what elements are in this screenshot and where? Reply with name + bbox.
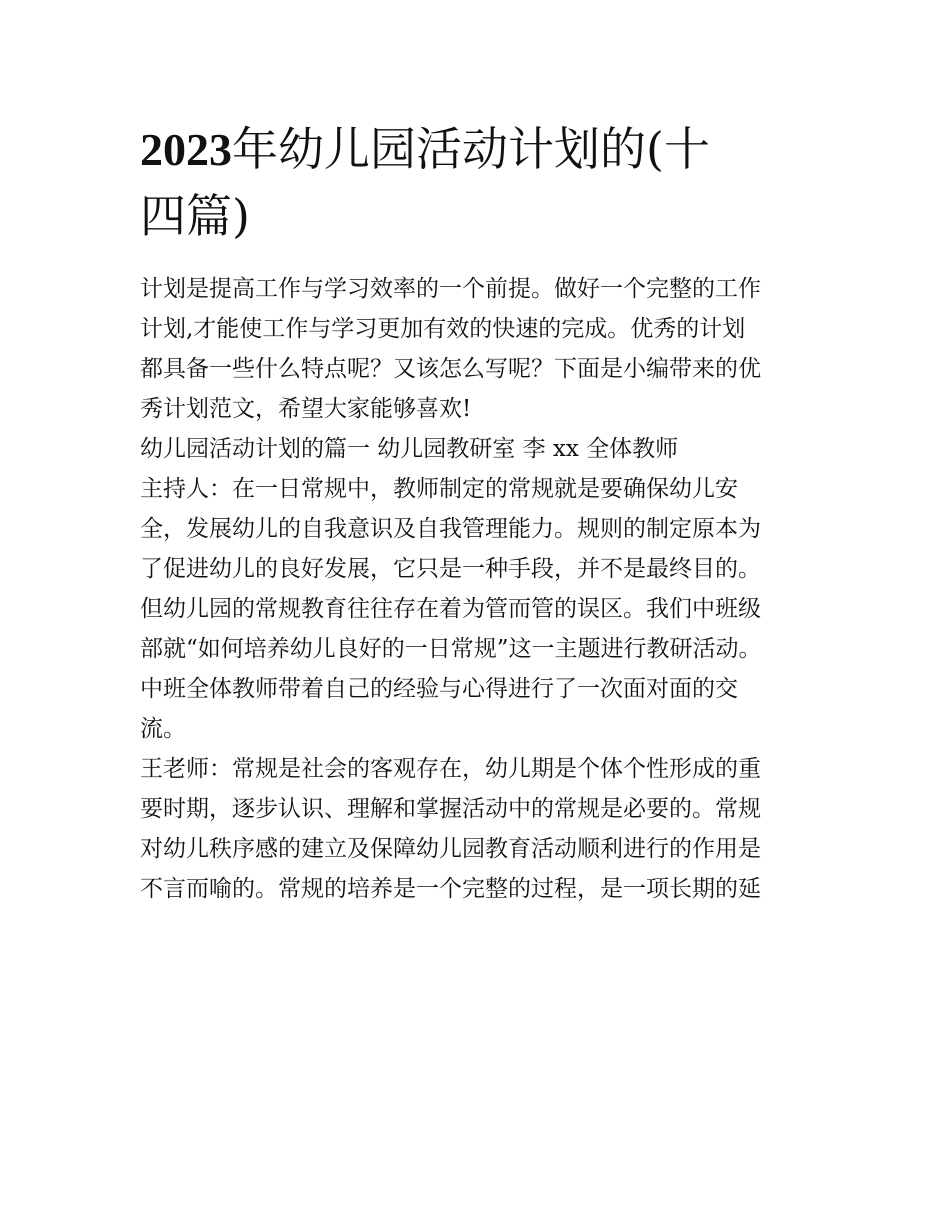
paragraph — [140, 749, 820, 909]
title-line-1 — [140, 116, 820, 183]
document-body — [140, 116, 820, 909]
text-line: 秀计划范文，希望大家能够喜欢! — [140, 396, 472, 422]
text-line: 都具备一些什么特点呢？又该怎么写呢？下面是小编带来的优 — [140, 356, 761, 382]
text-line: 全，发展幼儿的自我意识及自我管理能力。规则的制定原本为 — [140, 516, 761, 542]
paragraph-list — [140, 269, 820, 909]
title-text: 年幼儿园活动计划的(十 — [232, 122, 710, 176]
text-line: 部就“如何培养幼儿良好的一日常规”这一主题进行教研活动。 — [140, 636, 762, 662]
document-title — [140, 116, 820, 249]
text-line: 幼儿园活动计划的篇一 幼儿园教研室 李 xx 全体教师 — [140, 436, 679, 462]
paragraph — [140, 429, 820, 469]
title-year: 2023 — [140, 124, 232, 175]
text-line: 了促进幼儿的良好发展，它只是一种手段，并不是最终目的。 — [140, 556, 761, 582]
text-line: 流。 — [140, 716, 186, 742]
text-line: 中班全体教师带着自己的经验与心得进行了一次面对面的交 — [140, 676, 738, 702]
paragraph — [140, 269, 820, 429]
text-line: 计划是提高工作与学习效率的一个前提。做好一个完整的工作 — [140, 276, 761, 302]
text-line: 要时期，逐步认识、理解和掌握活动中的常规是必要的。常规 — [140, 796, 761, 822]
title-line-2: 四篇) — [140, 189, 250, 243]
text-line: 但幼儿园的常规教育往往存在着为管而管的误区。我们中班级 — [140, 596, 761, 622]
text-line: 不言而喻的。常规的培养是一个完整的过程，是一项长期的延 — [140, 876, 761, 902]
text-line: 王老师：常规是社会的客观存在，幼儿期是个体个性形成的重 — [140, 756, 761, 782]
text-line: 计划,才能使工作与学习更加有效的快速的完成。优秀的计划 — [140, 316, 746, 342]
text-line: 主持人：在一日常规中，教师制定的常规就是要确保幼儿安 — [140, 476, 738, 502]
paragraph — [140, 469, 820, 749]
text-line: 对幼儿秩序感的建立及保障幼儿园教育活动顺利进行的作用是 — [140, 836, 761, 862]
